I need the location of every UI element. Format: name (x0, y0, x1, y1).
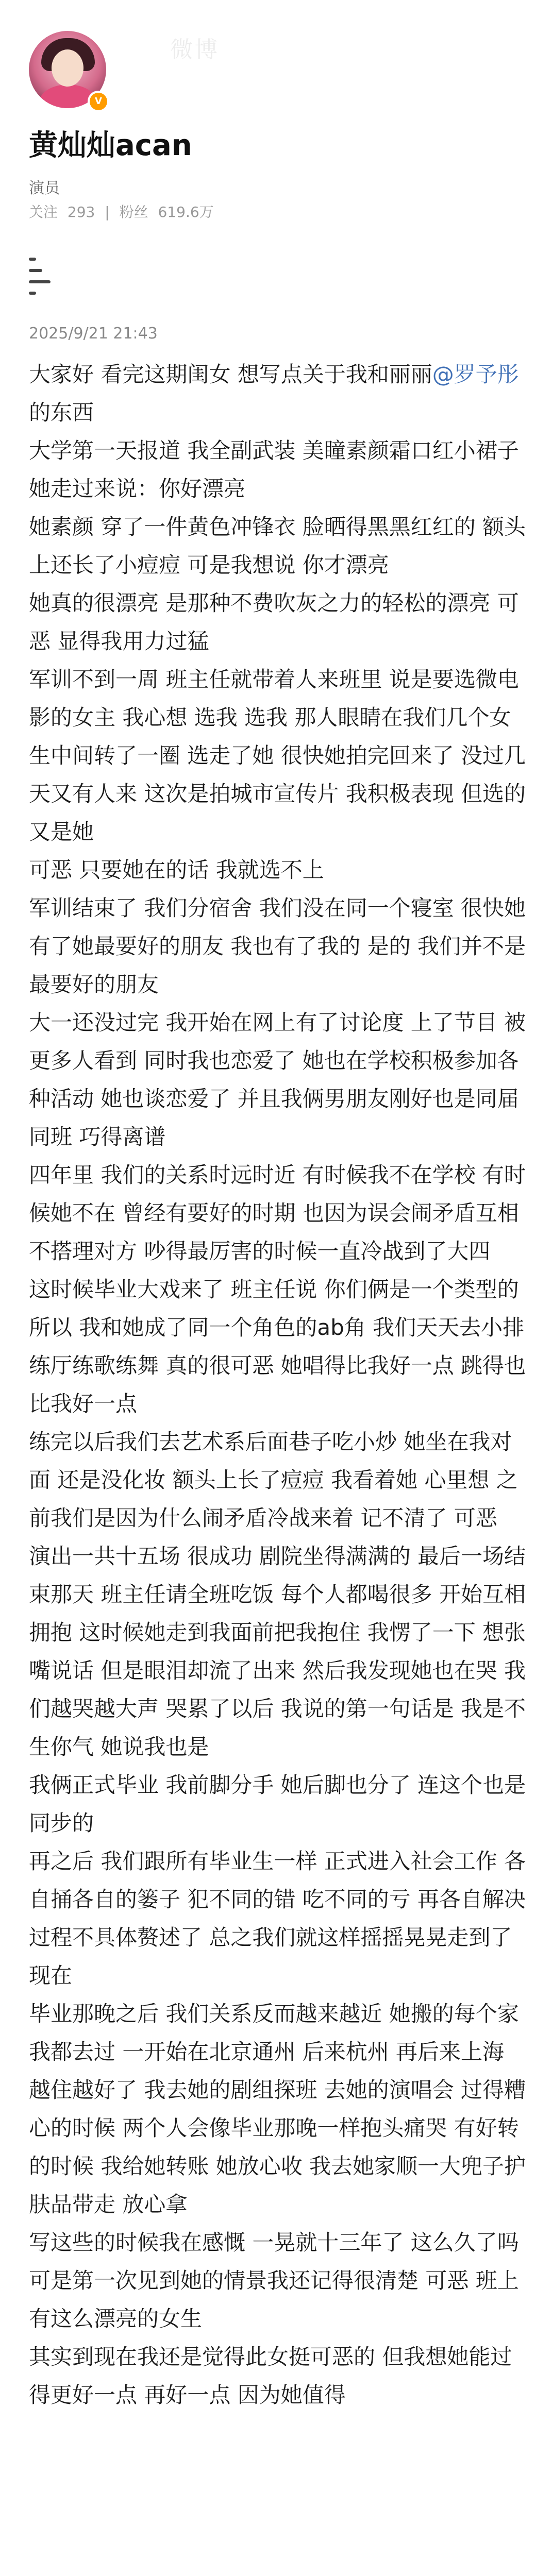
post-paragraph: 四年里 我们的关系时远时近 有时候我不在学校 有时候她不在 曾经有要好的时期 也因为误会闹矛盾互相不搭理对方 吵得最厉害的时候一直冷战到了大四 (29, 1162, 526, 1264)
post-paragraph: 可恶 只要她在的话 我就选不上 (29, 857, 324, 883)
post-paragraph: 练完以后我们去艺术系后面巷子吃小炒 她坐在我对面 还是没化妆 额头上长了痘痘 我看着她 心里想 之前我们是因为什么闹矛盾冷战来着 记不清了 可恶 (29, 1429, 518, 1531)
fans-label: 粉丝 (119, 204, 148, 221)
post-paragraph: 再之后 我们跟所有毕业生一样 正式进入社会工作 各自捅各自的篓子 犯不同的错 吃不同的亏 再各自解决 过程不具体赘述了 总之我们就这样摇摇晃晃走到了现在 (29, 1849, 526, 1988)
stats-divider: | (105, 204, 110, 221)
post-paragraph: 军训结束了 我们分宿舍 我们没在同一个寝室 很快她有了她最要好的朋友 我也有了我的 是的 我们并不是最要好的朋友 (29, 895, 526, 997)
post-paragraph: 演出一共十五场 很成功 剧院坐得满满的 最后一场结束那天 班主任请全班吃饭 每个人都喝很多 开始互相拥抱 这时候她走到我面前把我抱住 我愣了一下 想张嘴说话 但是眼泪却流了出来 然后我发现她也在哭 我们越哭越大声 哭累了以后 我说的第一句话是 我是不生你气 她说我也是 (29, 1544, 526, 1759)
profile-stats (29, 201, 219, 222)
intro-text: 大家好 看完这期闺女 想写点关于我和丽丽 (29, 362, 432, 387)
post-paragraph: 我俩正式毕业 我前脚分手 她后脚也分了 连这个也是同步的 (29, 1772, 526, 1836)
mention-link[interactable]: @罗予彤 (432, 362, 519, 387)
post-paragraph: 她素颜 穿了一件黄色冲锋衣 脸晒得黑黑红红的 额头上还长了小痘痘 可是我想说 你才漂亮 (29, 514, 526, 578)
post-intro (29, 355, 528, 432)
post-paragraph: 她真的很漂亮 是那种不费吹灰之力的轻松的漂亮 可恶 显得我用力过猛 (29, 590, 519, 654)
profile-header (0, 0, 552, 237)
post-timestamp: 2025/9/21 21:43 (29, 325, 158, 343)
bar-3 (29, 280, 51, 283)
bar-4 (29, 292, 36, 295)
follow-label: 关注 (29, 204, 58, 221)
post-body (29, 355, 528, 2414)
fans-count[interactable]: 619.6万 (158, 204, 214, 221)
post-paragraph: 大一还没过完 我开始在网上有了讨论度 上了节目 被更多人看到 同时我也恋爱了 她也在学校积极参加各种活动 她也谈恋爱了 并且我俩男朋友刚好也是同届同班 巧得离谱 (29, 1010, 526, 1149)
avatar-face (52, 49, 83, 87)
post-paragraph: 其实到现在我还是觉得此女挺可恶的 但我想她能过得更好一点 再好一点 因为她值得 (29, 2344, 512, 2408)
post-paragraph: 毕业那晚之后 我们关系反而越来越近 她搬的每个家我都去过 一开始在北京通州 后来杭州 再后来上海 越住越好了 我去她的剧组探班 去她的演唱会 过得糟心的时候 两个人会像毕业那晚一样抱头痛哭 有好转的时候 我给她转账 她放心收 我去她家顺一大兜子护肤品带走 放心拿 (29, 2001, 526, 2217)
post-paragraph: 大学第一天报道 我全副武装 美瞳素颜霜口红小裙子 她走过来说：你好漂亮 (29, 438, 519, 501)
decorative-bars (29, 258, 65, 314)
post-paragraph: 写这些的时候我在感慨 一晃就十三年了 这么久了吗 可是第一次见到她的情景我还记得很清楚 可恶 班上有这么漂亮的女生 (29, 2230, 519, 2331)
verified-badge-icon: V (88, 91, 109, 112)
intro-text-end: 的东西 (29, 400, 94, 425)
bar-1 (29, 258, 36, 261)
post-paragraph: 这时候毕业大戏来了 班主任说 你们俩是一个类型的 所以 我和她成了同一个角色的ab角 我们天天去小排练厅练歌练舞 真的很可恶 她唱得比我好一点 跳得也比我好一点 (29, 1277, 526, 1416)
bar-2 (29, 269, 42, 272)
weibo-watermark: 微博 (170, 37, 220, 63)
profile-name[interactable]: 黄灿灿acan (29, 129, 192, 162)
post-paragraph: 军训不到一周 班主任就带着人来班里 说是要选微电影的女主 我心想 选我 选我 那人眼睛在我们几个女生中间转了一圈 选走了她 很快她拍完回来了 没过几天又有人来 这次是拍城市宣传片 我积极表现 但选的又是她 (29, 667, 526, 844)
follow-count[interactable]: 293 (67, 204, 95, 221)
profile-role: 演员 (29, 179, 60, 197)
